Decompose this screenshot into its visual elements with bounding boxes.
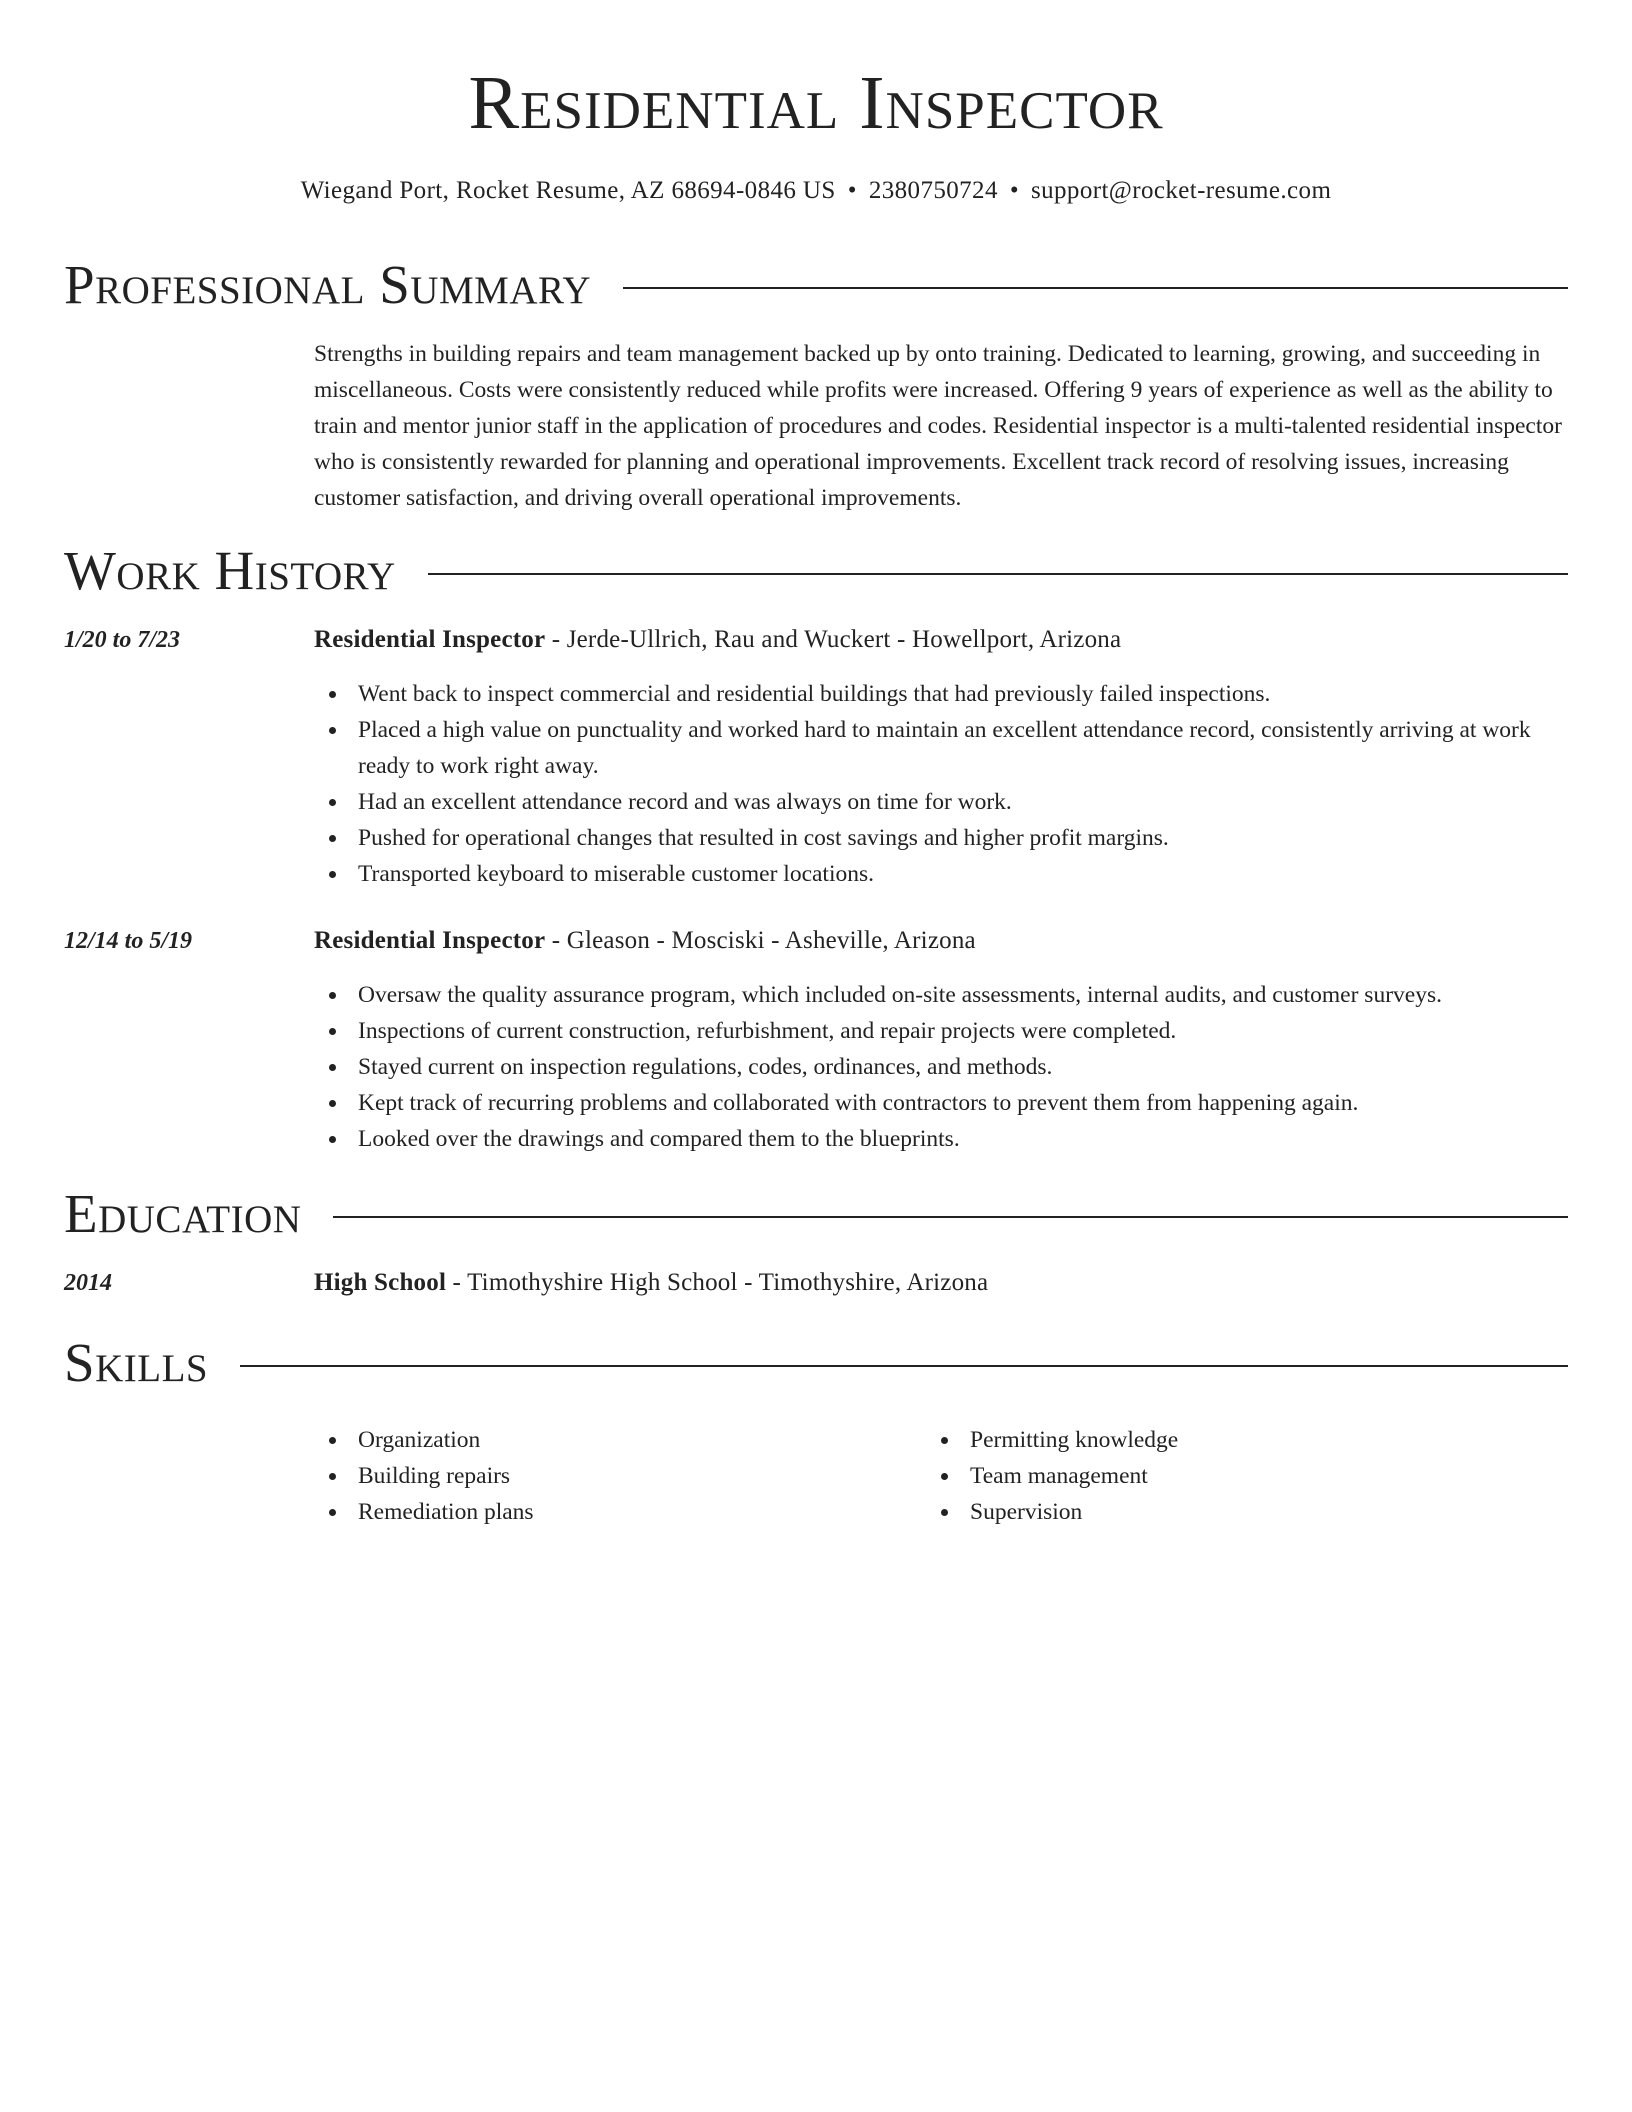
list-item: Transported keyboard to miserable customer locations. [314,856,1568,892]
work-entry-employer: - Jerde-Ullrich, Rau and Wuckert - Howellport, Arizona [545,626,1122,653]
contact-line [64,174,1568,208]
summary-section-header [64,252,1568,318]
education-year: 2014 [64,1270,112,1296]
work-entry-dates: 1/20 to 7/23 [64,627,181,653]
work-section-title: Work History [64,540,396,601]
contact-separator: • [1009,177,1019,204]
list-item: Had an excellent attendance record and was always on time for work. [314,784,1568,820]
education-section-title: Education [64,1183,302,1244]
skill-item: Permitting knowledge [926,1422,1526,1458]
work-entry-bullets [314,977,1568,1157]
contact-address: Wiegand Port, Rocket Resume, AZ 68694-0846 US [300,177,836,204]
skill-item: Team management [926,1458,1526,1494]
education-heading [314,1265,988,1301]
education-school: - Timothyshire High School - Timothyshire, Arizona [446,1269,989,1296]
skill-item: Building repairs [314,1458,914,1494]
list-item: Placed a high value on punctuality and worked hard to maintain an excellent attendance record, consistently arriving at work ready to work right away. [314,712,1568,784]
list-item: Kept track of recurring problems and collaborated with contractors to prevent them from happening again. [314,1085,1568,1121]
work-entry-role: Residential Inspector [314,927,546,954]
contact-phone: 2380750724 [868,177,998,204]
section-divider [428,573,1568,575]
skills-section-title: Skills [64,1332,209,1393]
work-section-header [64,538,1568,604]
section-divider [623,287,1568,289]
work-entry-heading [314,923,976,959]
skill-item: Supervision [926,1494,1526,1530]
section-divider [240,1365,1568,1367]
work-entry-role: Residential Inspector [314,626,546,653]
list-item: Went back to inspect commercial and residential buildings that had previously failed inspections. [314,676,1568,712]
list-item: Looked over the drawings and compared them to the blueprints. [314,1121,1568,1157]
summary-text: Strengths in building repairs and team management backed up by onto training. Dedicated to learning, growing, and succeeding in miscellaneous. Costs were consistently reduced while profits were increased. Offering 9 years of experience as well as the ability to train and mentor junior staff in the application of procedures and codes. Residential inspector is a multi-talented residential inspector who is consistently rewarded for planning and operational improvements. Excellent track record of resolving issues, increasing customer satisfaction, and driving overall operational improvements. [314,341,1562,511]
list-item: Inspections of current construction, refurbishment, and repair projects were completed. [314,1013,1568,1049]
list-item: Oversaw the quality assurance program, which included on-site assessments, internal audits, and customer surveys. [314,977,1568,1013]
list-item: Pushed for operational changes that resulted in cost savings and higher profit margins. [314,820,1568,856]
work-entry-heading [314,622,1121,658]
skills-list-right [926,1422,1526,1530]
contact-email: support@rocket-resume.com [1031,177,1332,204]
work-entry-bullets [314,676,1568,892]
work-entry-dates: 12/14 to 5/19 [64,928,193,954]
contact-separator: • [847,177,857,204]
skills-list-left [314,1422,914,1530]
work-entry-employer: - Gleason - Mosciski - Asheville, Arizona [545,927,976,954]
skills-section-header [64,1330,1568,1396]
summary-section-title: Professional Summary [64,254,592,315]
skill-item: Remediation plans [314,1494,914,1530]
section-divider [333,1216,1568,1218]
candidate-name: Residential Inspector [468,61,1164,145]
list-item: Stayed current on inspection regulations, codes, ordinances, and methods. [314,1049,1568,1085]
education-section-header [64,1181,1568,1247]
skill-item: Organization [314,1422,914,1458]
education-degree: High School [314,1269,447,1296]
